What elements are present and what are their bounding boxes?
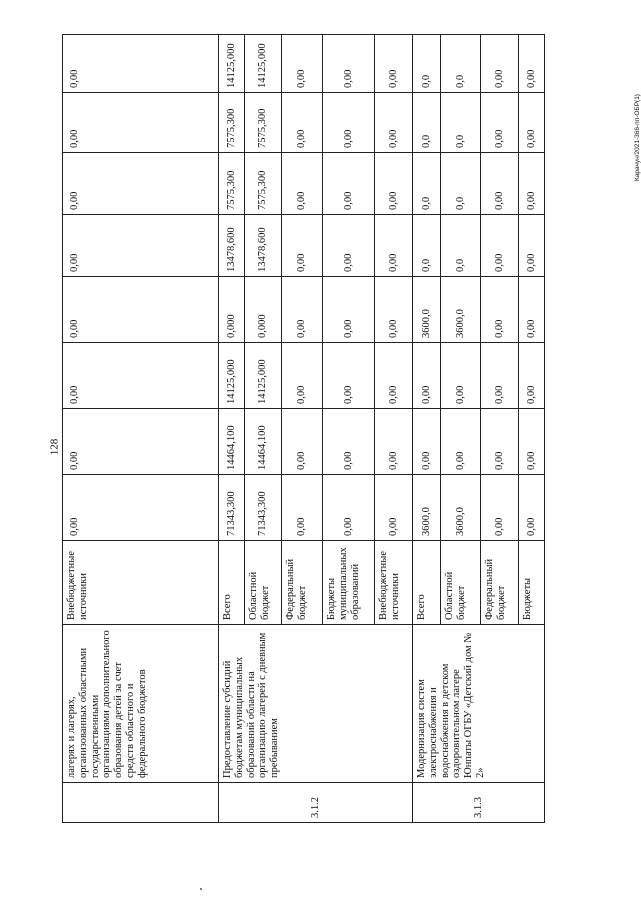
row-number-cell: 3.1.3 <box>413 783 545 823</box>
amount-cell: 0,00 <box>323 277 375 343</box>
funding-source-cell: Федеральный бюджет <box>282 541 323 625</box>
amount-cell: 0,00 <box>481 153 519 215</box>
amount-cell: 0,00 <box>519 343 545 409</box>
document-code: Карачун/2021-366-пп-ОБР(1) <box>633 94 641 181</box>
amount-cell: 0,00 <box>282 475 323 541</box>
table-row <box>219 35 245 823</box>
amount-cell: 7575,300 <box>245 153 282 215</box>
amount-cell: 0,00 <box>323 343 375 409</box>
amount-cell: 0,00 <box>413 409 441 475</box>
amount-cell: 0,00 <box>519 35 545 93</box>
table-row <box>413 35 441 823</box>
amount-cell: 14125,000 <box>245 35 282 93</box>
amount-cell: 3600,0 <box>413 277 441 343</box>
amount-cell: 0,0 <box>441 153 481 215</box>
amount-cell: 0,00 <box>323 215 375 277</box>
amount-cell: 0,00 <box>413 343 441 409</box>
amount-cell: 0,00 <box>375 343 413 409</box>
amount-cell: 0,00 <box>481 475 519 541</box>
amount-cell: 0,00 <box>519 93 545 153</box>
amount-cell: 0,00 <box>481 93 519 153</box>
amount-cell: 0,00 <box>282 215 323 277</box>
budget-table <box>62 34 545 823</box>
amount-cell: 71343,300 <box>245 475 282 541</box>
activity-name-cell: Предоставление субсидий бюджетам муниципальных образований области на организацию лагерей с дневным пребыванием <box>219 625 413 783</box>
amount-cell: 0,00 <box>481 343 519 409</box>
amount-cell: 0,00 <box>63 215 219 277</box>
amount-cell: 0,00 <box>375 215 413 277</box>
amount-cell: 0,00 <box>323 35 375 93</box>
amount-cell: 0,00 <box>519 277 545 343</box>
amount-cell: 0,00 <box>282 153 323 215</box>
amount-cell: 0,00 <box>63 277 219 343</box>
amount-cell: 0,00 <box>519 475 545 541</box>
amount-cell: 0,00 <box>282 343 323 409</box>
amount-cell: 0,00 <box>375 93 413 153</box>
amount-cell: 71343,300 <box>219 475 245 541</box>
amount-cell: 0,0 <box>413 215 441 277</box>
amount-cell: 0,00 <box>323 93 375 153</box>
amount-cell: 14464,100 <box>245 409 282 475</box>
amount-cell: 0,0 <box>413 35 441 93</box>
amount-cell: 0,00 <box>375 475 413 541</box>
amount-cell: 14464,100 <box>219 409 245 475</box>
amount-cell: 0,00 <box>519 153 545 215</box>
amount-cell: 0,0 <box>441 93 481 153</box>
amount-cell: 0,00 <box>481 215 519 277</box>
table-row <box>63 35 219 823</box>
amount-cell: 0,00 <box>282 409 323 475</box>
amount-cell: 0,00 <box>63 409 219 475</box>
amount-cell: 0,0 <box>441 35 481 93</box>
amount-cell: 14125,000 <box>245 343 282 409</box>
amount-cell: 13478,600 <box>245 215 282 277</box>
amount-cell: 0,000 <box>219 277 245 343</box>
funding-source-cell: Внебюджетные источники <box>375 541 413 625</box>
amount-cell: 0,00 <box>375 35 413 93</box>
row-number-cell: 3.1.2 <box>219 783 413 823</box>
amount-cell: 0,00 <box>63 153 219 215</box>
amount-cell: 0,00 <box>282 93 323 153</box>
amount-cell: 0,00 <box>323 153 375 215</box>
amount-cell: 3600,0 <box>413 475 441 541</box>
amount-cell: 0,00 <box>441 343 481 409</box>
funding-source-cell: Бюджеты муниципальных образований <box>323 541 375 625</box>
amount-cell: 7575,300 <box>245 93 282 153</box>
amount-cell: 0,00 <box>481 409 519 475</box>
funding-source-cell: Областной бюджет <box>441 541 481 625</box>
rotated-page <box>62 35 544 823</box>
amount-cell: 0,0 <box>413 93 441 153</box>
row-number-cell <box>63 783 219 823</box>
amount-cell: 0,000 <box>245 277 282 343</box>
amount-cell: 0,00 <box>375 409 413 475</box>
amount-cell: 0,00 <box>63 475 219 541</box>
amount-cell: 0,00 <box>481 35 519 93</box>
amount-cell: 0,0 <box>413 153 441 215</box>
amount-cell: 7575,300 <box>219 153 245 215</box>
amount-cell: 14125,000 <box>219 343 245 409</box>
amount-cell: 0,00 <box>282 35 323 93</box>
amount-cell: 0,00 <box>375 277 413 343</box>
amount-cell: 13478,600 <box>219 215 245 277</box>
funding-source-cell: Всего <box>413 541 441 625</box>
funding-source-cell: Бюджеты <box>519 541 545 625</box>
amount-cell: 0,00 <box>282 277 323 343</box>
funding-source-cell: Областной бюджет <box>245 541 282 625</box>
funding-source-cell: Всего <box>219 541 245 625</box>
amount-cell: 0,00 <box>323 475 375 541</box>
amount-cell: 0,00 <box>519 409 545 475</box>
amount-cell: 0,00 <box>63 35 219 93</box>
amount-cell: 3600,0 <box>441 277 481 343</box>
amount-cell: 7575,300 <box>219 93 245 153</box>
activity-name-cell: лагерях и лагерях, организованных областными государственными организациями дополнительного образования детей за счет средств областного и федерального бюджетов <box>63 625 219 783</box>
activity-name-cell: Модернизация систем электроснабжения и водоснабжения в детском оздоровительном лагере Юнпаты ОГБУ «Детский дом № 2» <box>413 625 545 783</box>
amount-cell: 0,0 <box>441 215 481 277</box>
page-number: 128 <box>48 438 61 456</box>
amount-cell: 0,00 <box>63 93 219 153</box>
amount-cell: 0,00 <box>441 409 481 475</box>
amount-cell: 0,00 <box>481 277 519 343</box>
amount-cell: 3600,0 <box>441 475 481 541</box>
scan-speck <box>200 888 202 890</box>
amount-cell: 14125,000 <box>219 35 245 93</box>
funding-source-cell: Внебюджетные источники <box>63 541 219 625</box>
funding-source-cell: Федеральный бюджет <box>481 541 519 625</box>
amount-cell: 0,00 <box>63 343 219 409</box>
amount-cell: 0,00 <box>375 153 413 215</box>
amount-cell: 0,00 <box>323 409 375 475</box>
amount-cell: 0,00 <box>519 215 545 277</box>
